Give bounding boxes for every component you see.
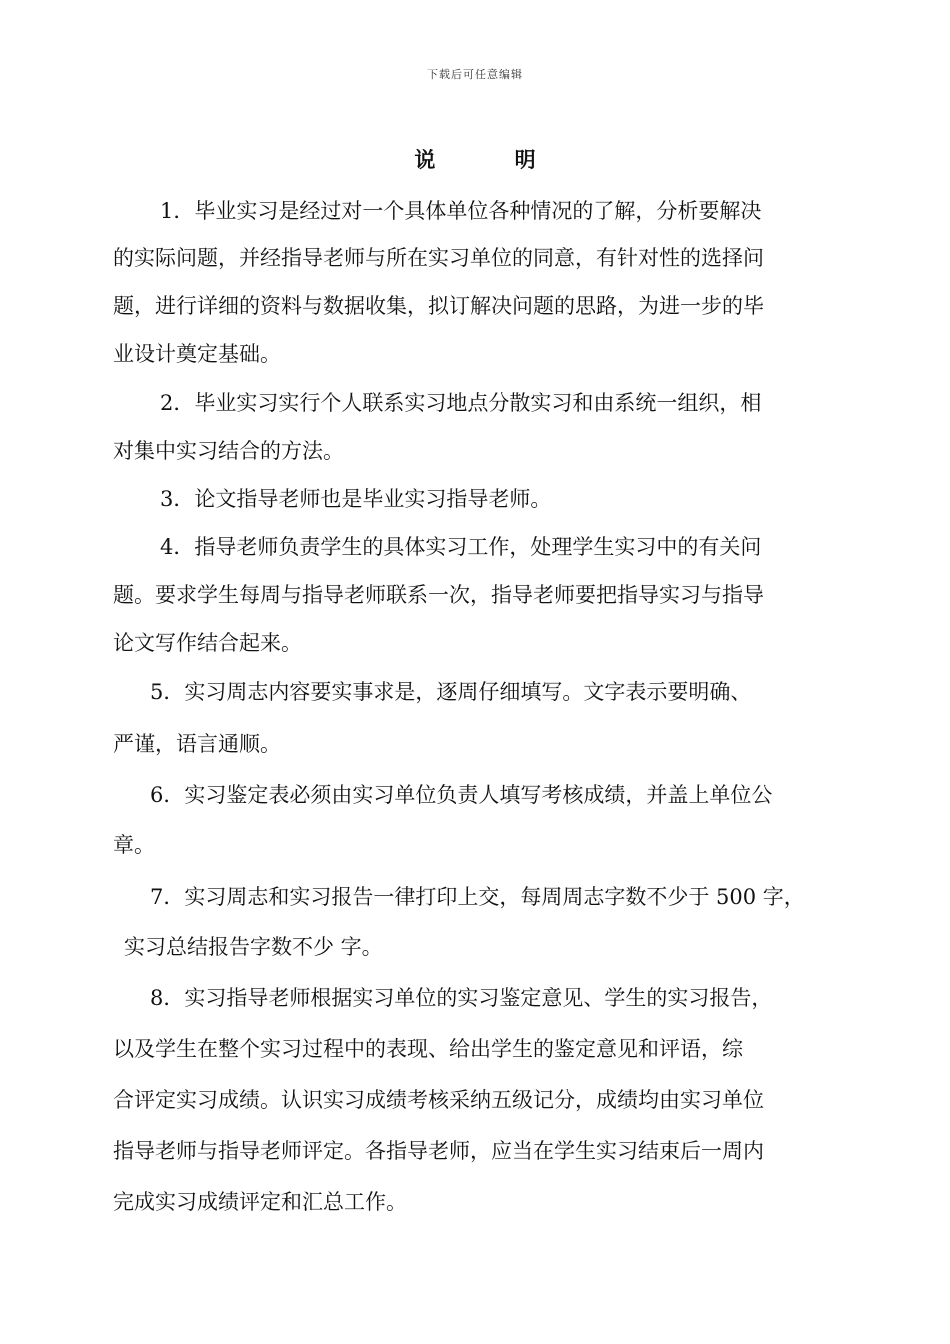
text-line: 8．实习指导老师根据实习单位的实习鉴定意见、学生的实习报告， <box>150 986 773 1010</box>
text-line: 1．毕业实习是经过对一个具体单位各种情况的了解，分析要解决 <box>160 199 762 223</box>
text-line: 以及学生在整个实习过程中的表现、给出学生的鉴定意见和评语，综 <box>113 1037 743 1061</box>
text-line: 2．毕业实习实行个人联系实习地点分散实习和由系统一组织，相 <box>160 391 762 415</box>
text-line: 5．实习周志内容要实事求是，逐周仔细填写。文字表示要明确、 <box>150 680 752 704</box>
text-line: 的实际问题，并经指导老师与所在实习单位的同意，有针对性的选择问 <box>113 246 764 270</box>
text-line: 4．指导老师负责学生的具体实习工作，处理学生实习中的有关问 <box>160 535 762 559</box>
text-line: 实习总结报告字数不少 字。 <box>124 935 383 959</box>
text-line: 章。 <box>113 833 155 857</box>
text-line: 业设计奠定基础。 <box>113 342 281 366</box>
text-line: 6．实习鉴定表必须由实习单位负责人填写考核成绩，并盖上单位公 <box>150 783 773 807</box>
text-line: 严谨，语言通顺。 <box>113 732 281 756</box>
header-note: 下载后可任意编辑 <box>427 68 523 81</box>
text-line: 题，进行详细的资料与数据收集，拟订解决问题的思路，为进一步的毕 <box>113 294 764 318</box>
text-line: 指导老师与指导老师评定。各指导老师，应当在学生实习结束后一周内 <box>113 1139 764 1163</box>
text-line: 3．论文指导老师也是毕业实习指导老师。 <box>160 487 552 511</box>
text-line: 对集中实习结合的方法。 <box>113 439 344 463</box>
text-line: 7．实习周志和实习报告一律打印上交，每周周志字数不少于 500 字， <box>150 885 805 909</box>
text-line: 完成实习成绩评定和汇总工作。 <box>113 1190 407 1214</box>
page-title: 说 明 <box>414 147 572 172</box>
text-line: 合评定实习成绩。认识实习成绩考核采纳五级记分，成绩均由实习单位 <box>113 1088 764 1112</box>
text-line: 论文写作结合起来。 <box>113 631 302 655</box>
text-line: 题。要求学生每周与指导老师联系一次，指导老师要把指导实习与指导 <box>113 583 764 607</box>
